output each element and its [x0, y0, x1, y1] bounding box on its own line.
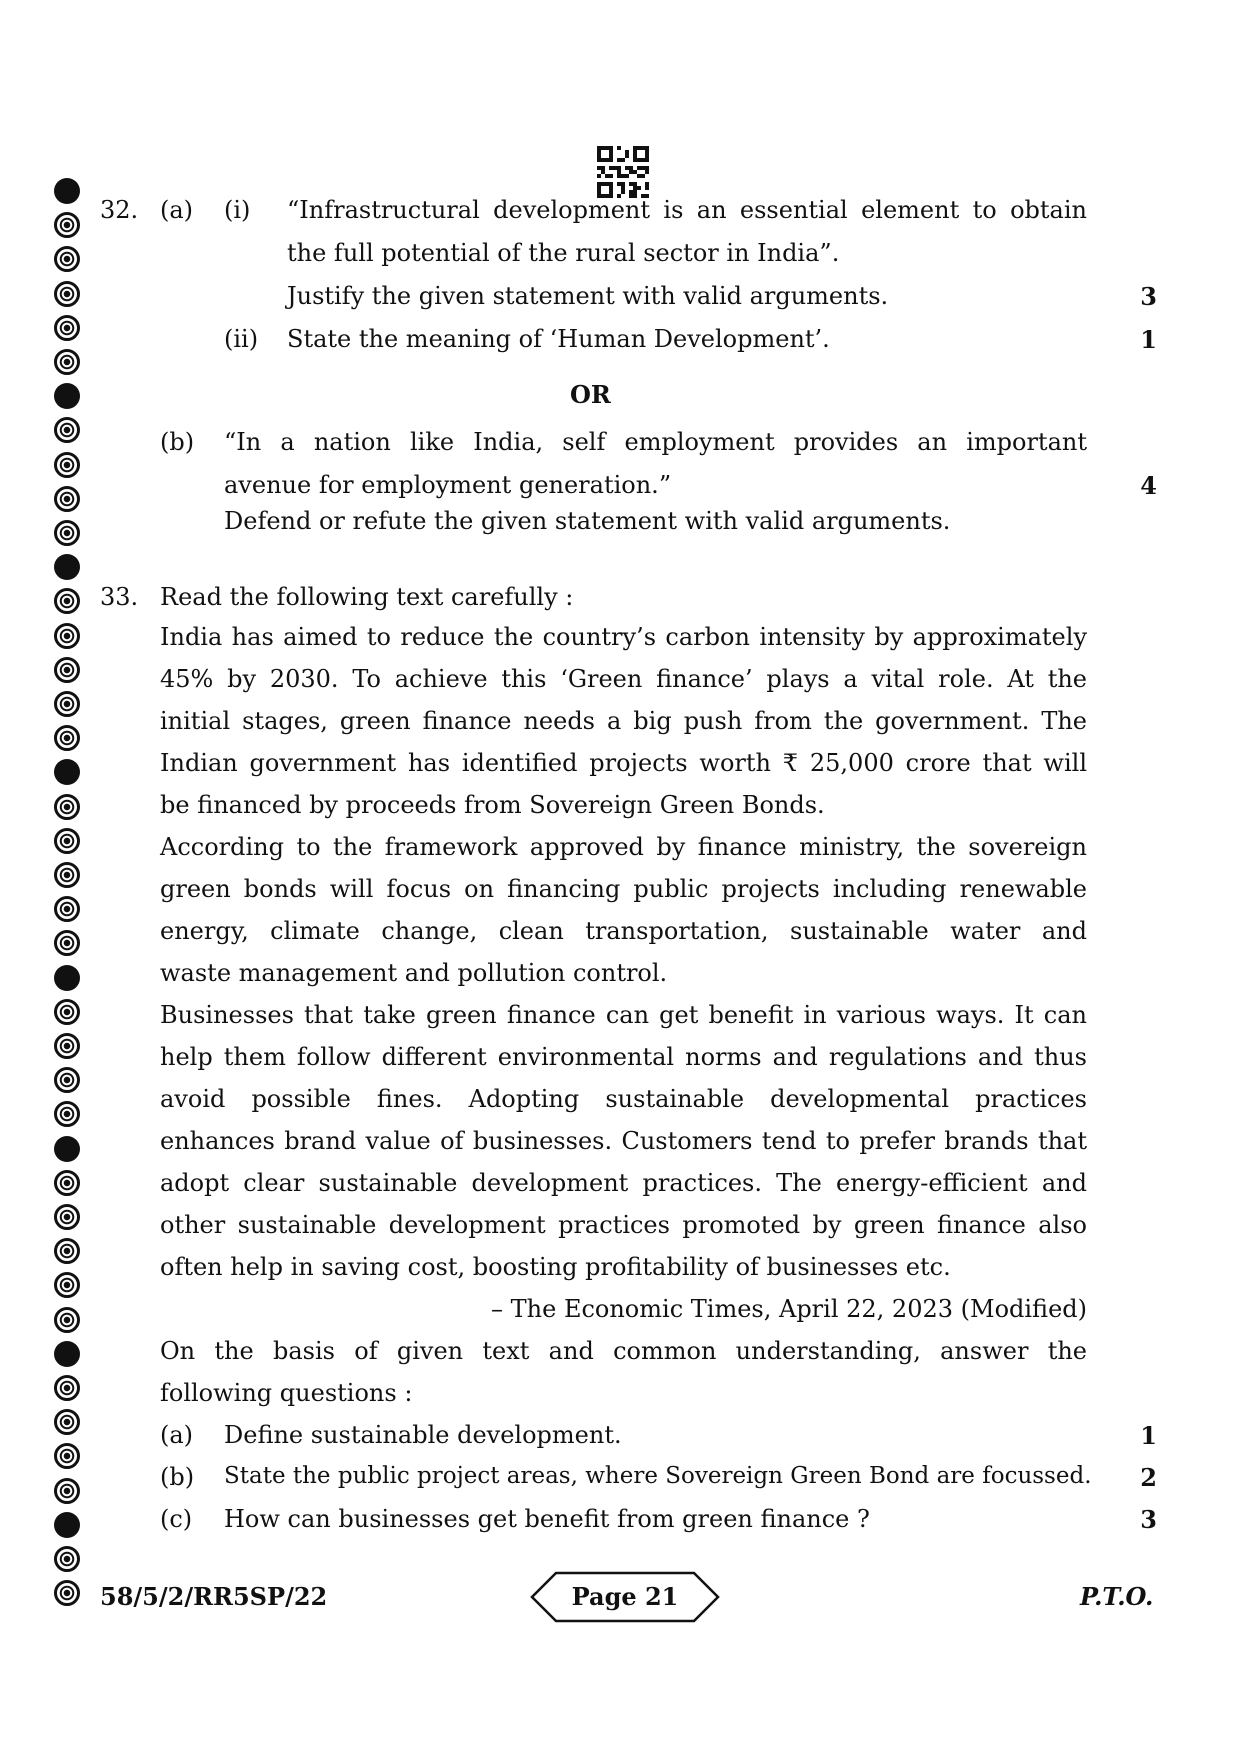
security-ring-icon	[54, 349, 80, 375]
security-ring-icon	[54, 212, 80, 238]
security-ring-icon	[54, 759, 80, 785]
security-ring-icon	[54, 965, 80, 991]
security-ring-icon	[54, 1272, 80, 1298]
security-ring-icon	[54, 486, 80, 512]
security-ring-icon	[54, 417, 80, 443]
q32-i-marks: 3	[1140, 282, 1157, 311]
security-ring-icon	[54, 1478, 80, 1504]
security-border-rail	[54, 178, 86, 1608]
security-ring-icon	[54, 554, 80, 580]
paragraph-line: India has aimed to reduce the country’s carbon intensity by approximately	[160, 623, 1087, 651]
paragraph-line: enhances brand value of businesses. Customers tend to prefer brands that	[160, 1127, 1087, 1155]
security-ring-icon	[54, 623, 80, 649]
security-ring-icon	[54, 896, 80, 922]
security-ring-icon	[54, 1341, 80, 1367]
security-ring-icon	[54, 1546, 80, 1572]
paragraph-line: adopt clear sustainable development practices. The energy-efficient and	[160, 1169, 1087, 1197]
security-ring-icon	[54, 520, 80, 546]
q32-i-line3: Justify the given statement with valid arguments.	[287, 282, 889, 310]
paragraph-line: initial stages, green finance needs a big push from the government. The	[160, 707, 1087, 735]
please-turn-over: P.T.O.	[1080, 1582, 1154, 1611]
q33-number: 33.	[100, 583, 139, 611]
q33-intro: Read the following text carefully :	[160, 583, 574, 611]
q32-number: 32.	[100, 196, 139, 224]
security-ring-icon	[54, 725, 80, 751]
security-ring-icon	[54, 999, 80, 1025]
paragraph-line: Businesses that take green finance can get benefit in various ways. It can	[160, 1001, 1087, 1029]
paragraph-line: Indian government has identified projects worth ₹ 25,000 crore that will	[160, 749, 1087, 777]
security-ring-icon	[54, 691, 80, 717]
q32-i-label: (i)	[224, 196, 251, 224]
paragraph-line: be financed by proceeds from Sovereign Green Bonds.	[160, 791, 825, 819]
security-ring-icon	[54, 1409, 80, 1435]
q32-b-line1: “In a nation like India, self employment provides an important	[224, 428, 1087, 456]
q33-a-label: (a)	[160, 1421, 194, 1449]
security-ring-icon	[54, 1170, 80, 1196]
q32-b-line3: Defend or refute the given statement with valid arguments.	[224, 507, 951, 535]
security-ring-icon	[54, 315, 80, 341]
security-ring-icon	[54, 588, 80, 614]
paragraph-line: often help in saving cost, boosting profitability of businesses etc.	[160, 1253, 951, 1281]
security-ring-icon	[54, 794, 80, 820]
q33-c-text: How can businesses get benefit from green finance ?	[224, 1505, 870, 1533]
q32-ii-text: State the meaning of ‘Human Development’.	[287, 325, 830, 353]
security-ring-icon	[54, 1443, 80, 1469]
paper-code: 58/5/2/RR5SP/22	[100, 1582, 328, 1611]
q32-b-marks: 4	[1140, 471, 1157, 500]
security-ring-icon	[54, 1307, 80, 1333]
security-ring-icon	[54, 178, 80, 204]
paragraph-line: green bonds will focus on financing public projects including renewable	[160, 875, 1087, 903]
security-ring-icon	[54, 1580, 80, 1606]
security-ring-icon	[54, 281, 80, 307]
qr-code-icon	[597, 146, 649, 198]
paragraph-line: According to the framework approved by finance ministry, the sovereign	[160, 833, 1087, 861]
paragraph-line: help them follow different environmental norms and regulations and thus	[160, 1043, 1087, 1071]
page-number: Page 21	[571, 1582, 679, 1611]
q33-b-text: State the public project areas, where Sovereign Green Bond are focussed.	[224, 1463, 1092, 1489]
q32-b-line2: avenue for employment generation.”	[224, 471, 672, 499]
security-ring-icon	[54, 1067, 80, 1093]
paragraph-line: other sustainable development practices promoted by green finance also	[160, 1211, 1087, 1239]
security-ring-icon	[54, 1136, 80, 1162]
q33-a-marks: 1	[1140, 1421, 1157, 1450]
paragraph-line: energy, climate change, clean transportation, sustainable water and	[160, 917, 1087, 945]
security-ring-icon	[54, 1512, 80, 1538]
security-ring-icon	[54, 246, 80, 272]
security-ring-icon	[54, 1101, 80, 1127]
q33-source-citation: – The Economic Times, April 22, 2023 (Modified)	[491, 1295, 1087, 1323]
q32-ii-marks: 1	[1140, 325, 1157, 354]
q33-c-marks: 3	[1140, 1505, 1157, 1534]
q32-i-line2: the full potential of the rural sector in India”.	[287, 239, 840, 267]
security-ring-icon	[54, 657, 80, 683]
security-ring-icon	[54, 828, 80, 854]
q33-basis-line2: following questions :	[160, 1379, 413, 1407]
paragraph-line: waste management and pollution control.	[160, 959, 668, 987]
security-ring-icon	[54, 1375, 80, 1401]
q33-basis-line1: On the basis of given text and common understanding, answer the	[160, 1337, 1087, 1365]
security-ring-icon	[54, 383, 80, 409]
security-ring-icon	[54, 1033, 80, 1059]
q32-or-divider: OR	[570, 380, 611, 409]
security-ring-icon	[54, 1204, 80, 1230]
q33-c-label: (c)	[160, 1505, 193, 1533]
q33-b-marks: 2	[1140, 1463, 1157, 1492]
security-ring-icon	[54, 862, 80, 888]
paragraph-line: avoid possible fines. Adopting sustainable developmental practices	[160, 1085, 1087, 1113]
security-ring-icon	[54, 930, 80, 956]
q32-part-a-label: (a)	[160, 196, 194, 224]
security-ring-icon	[54, 452, 80, 478]
q33-a-text: Define sustainable development.	[224, 1421, 622, 1449]
security-ring-icon	[54, 1238, 80, 1264]
q32-ii-label: (ii)	[224, 325, 259, 353]
q32-i-line1: “Infrastructural development is an essential element to obtain	[287, 196, 1087, 224]
q33-b-label: (b)	[160, 1463, 195, 1491]
q32-part-b-label: (b)	[160, 428, 195, 456]
paragraph-line: 45% by 2030. To achieve this ‘Green finance’ plays a vital role. At the	[160, 665, 1087, 693]
